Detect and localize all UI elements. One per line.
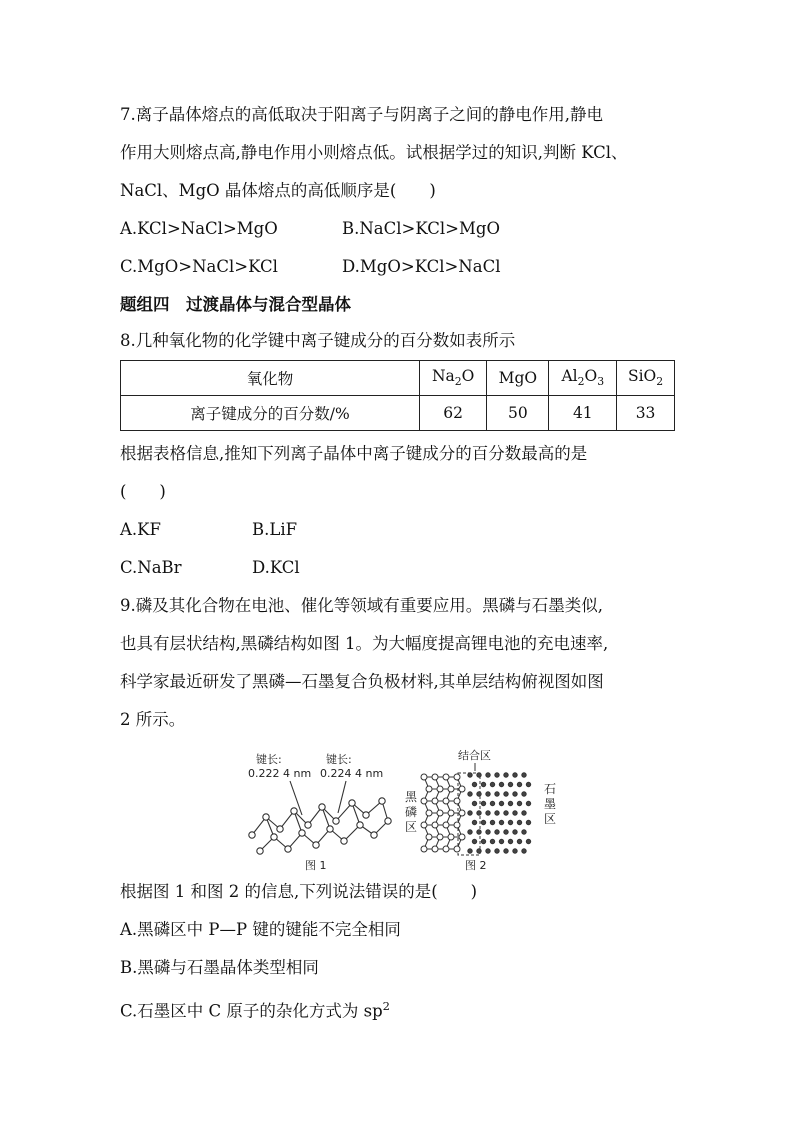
carbon-atom bbox=[508, 782, 512, 786]
phosphorus-atom bbox=[421, 846, 427, 852]
q8-options-row-1 bbox=[120, 511, 680, 549]
carbon-atom bbox=[481, 839, 485, 843]
carbon-atom bbox=[517, 820, 521, 824]
phosphorus-atom bbox=[426, 810, 432, 816]
fig1-bond-label-2: 键长: bbox=[326, 753, 352, 766]
q9-option-c[interactable] bbox=[120, 987, 680, 1031]
fig2-bp-label-2: 磷 bbox=[405, 805, 418, 819]
q8-stem: 8.几种氧化物的化学键中离子键成分的百分数如表所示 bbox=[120, 331, 516, 350]
q7-option-c[interactable]: C.MgO>NaCl>KCl bbox=[120, 257, 278, 276]
figure-1-structure bbox=[248, 752, 391, 872]
carbon-atom bbox=[522, 811, 526, 815]
carbon-atom bbox=[508, 801, 512, 805]
carbon-atom bbox=[472, 839, 476, 843]
q7-options-row-1 bbox=[120, 210, 680, 248]
q7-stem-line-2: 作用大则熔点高,静电作用小则熔点低。试根据学过的知识,判断 KCl、 bbox=[120, 143, 628, 162]
carbon-atom bbox=[526, 782, 530, 786]
carbon-atom bbox=[486, 830, 490, 834]
table-cell: 41 bbox=[549, 396, 617, 431]
fig1-bond-value-2: 0.224 4 nm bbox=[320, 767, 384, 780]
carbon-atom bbox=[472, 782, 476, 786]
q8-option-b[interactable]: B.LiF bbox=[252, 520, 298, 539]
fig2-graphite-label-2: 墨 bbox=[544, 797, 557, 811]
table-header-label: 氧化物 bbox=[121, 361, 420, 396]
fig2-graphite-label-3: 区 bbox=[544, 812, 557, 826]
fig1-bond-label-1: 键长: bbox=[256, 753, 282, 766]
table-cell: 33 bbox=[617, 396, 675, 431]
carbon-atom bbox=[499, 820, 503, 824]
question-9 bbox=[120, 587, 680, 1031]
phosphorus-atom bbox=[432, 822, 438, 828]
carbon-atom bbox=[477, 849, 481, 853]
carbon-atom bbox=[481, 820, 485, 824]
phosphorus-atom bbox=[426, 786, 432, 792]
q9-option-a[interactable]: A.黑磷区中 P—P 键的键能不完全相同 bbox=[120, 920, 401, 939]
q8-option-c[interactable]: C.NaBr bbox=[120, 558, 182, 577]
phosphorus-atom bbox=[437, 786, 443, 792]
question-8 bbox=[120, 324, 680, 587]
q8-answer-paren: ( ) bbox=[120, 482, 166, 501]
carbon-atom bbox=[499, 782, 503, 786]
phosphorus-atom bbox=[443, 798, 449, 804]
phosphorus-atom bbox=[459, 786, 465, 792]
carbon-atom bbox=[468, 811, 472, 815]
phosphorus-atom bbox=[443, 774, 449, 780]
q7-options-row-2 bbox=[120, 248, 680, 286]
carbon-atom bbox=[522, 849, 526, 853]
fig2-bp-label-3: 区 bbox=[405, 820, 418, 834]
phosphorus-atom bbox=[454, 822, 460, 828]
q7-option-d[interactable]: D.MgO>KCl>NaCl bbox=[342, 257, 501, 276]
carbon-atom bbox=[495, 773, 499, 777]
phosphorus-atom bbox=[421, 822, 427, 828]
fig2-junction-label: 结合区 bbox=[458, 749, 491, 762]
q9-figure bbox=[120, 745, 680, 873]
q7-stem-line-3: NaCl、MgO 晶体熔点的高低顺序是( ) bbox=[120, 181, 436, 200]
carbon-atom bbox=[486, 792, 490, 796]
phosphorus-atom bbox=[454, 846, 460, 852]
q8-options-row-2 bbox=[120, 549, 680, 587]
carbon-atom bbox=[477, 811, 481, 815]
carbon-atom bbox=[526, 801, 530, 805]
q7-option-b[interactable]: B.NaCl>KCl>MgO bbox=[342, 219, 500, 238]
q9-stem-line-3: 科学家最近研发了黑磷—石墨复合负极材料,其单层结构俯视图如图 bbox=[120, 672, 604, 691]
phosphorus-atom bbox=[459, 834, 465, 840]
carbon-atom bbox=[481, 801, 485, 805]
carbon-atom bbox=[513, 773, 517, 777]
carbon-atom bbox=[522, 792, 526, 796]
q9-option-c-superscript: 2 bbox=[382, 999, 391, 1013]
q9-stem-line-2: 也具有层状结构,黑磷结构如图 1。为大幅度提高锂电池的充电速率, bbox=[120, 634, 609, 653]
phosphorus-atom bbox=[448, 786, 454, 792]
carbon-atom bbox=[517, 801, 521, 805]
carbon-atom bbox=[513, 830, 517, 834]
carbon-atom bbox=[508, 839, 512, 843]
q9-stem-line-1: 9.磷及其化合物在电池、催化等领域有重要应用。黑磷与石墨类似, bbox=[120, 596, 603, 615]
q7-stem-line-1: 7.离子晶体熔点的高低取决于阳离子与阴离子之间的静电作用,静电 bbox=[120, 105, 603, 124]
q9-option-c-text: C.石墨区中 C 原子的杂化方式为 sp bbox=[120, 1001, 383, 1021]
fig2-graphite-label-1: 石 bbox=[544, 782, 557, 796]
table-compound-al2o3: $Al_2O_3$ bbox=[549, 361, 617, 396]
phosphorus-atom bbox=[421, 774, 427, 780]
carbon-atom bbox=[472, 801, 476, 805]
oxide-ionic-table bbox=[120, 360, 675, 431]
carbon-atom bbox=[495, 849, 499, 853]
carbon-atom bbox=[490, 801, 494, 805]
question-7 bbox=[120, 96, 680, 286]
worksheet-page bbox=[120, 96, 680, 1031]
carbon-atom bbox=[522, 830, 526, 834]
carbon-atom bbox=[526, 839, 530, 843]
carbon-atom bbox=[468, 849, 472, 853]
carbon-atom bbox=[472, 820, 476, 824]
q9-question: 根据图 1 和图 2 的信息,下列说法错误的是( ) bbox=[120, 882, 478, 901]
phosphorus-atom bbox=[421, 798, 427, 804]
q7-option-a[interactable]: A.KCl>NaCl>MgO bbox=[120, 219, 278, 238]
phosphorus-atom bbox=[454, 798, 460, 804]
q9-option-b[interactable]: B.黑磷与石墨晶体类型相同 bbox=[120, 958, 319, 977]
carbon-atom bbox=[508, 820, 512, 824]
phosphorus-atom bbox=[432, 798, 438, 804]
carbon-atom bbox=[468, 830, 472, 834]
carbon-atom bbox=[517, 782, 521, 786]
q8-option-d[interactable]: D.KCl bbox=[252, 558, 300, 577]
table-cell: 50 bbox=[487, 396, 549, 431]
carbon-atom bbox=[513, 811, 517, 815]
table-cell: 62 bbox=[420, 396, 487, 431]
fig2-caption: 图 2 bbox=[465, 859, 487, 872]
carbon-atom bbox=[499, 801, 503, 805]
carbon-atom bbox=[504, 830, 508, 834]
table-row-label: 离子键成分的百分数/% bbox=[121, 396, 420, 431]
q8-option-a[interactable]: A.KF bbox=[120, 520, 161, 539]
carbon-atom bbox=[504, 792, 508, 796]
phosphorus-atom bbox=[437, 834, 443, 840]
table-value-row bbox=[121, 396, 675, 431]
q8-stem-continued: 根据表格信息,推知下列离子晶体中离子键成分的百分数最高的是 bbox=[120, 444, 588, 463]
phosphorus-atom bbox=[443, 822, 449, 828]
group-4-title: 题组四 过渡晶体与混合型晶体 bbox=[120, 295, 351, 314]
q9-stem-line-4: 2 所示。 bbox=[120, 710, 186, 729]
carbon-atom bbox=[468, 773, 472, 777]
carbon-atom bbox=[499, 839, 503, 843]
carbon-atom bbox=[468, 792, 472, 796]
carbon-atom bbox=[486, 773, 490, 777]
carbon-atom bbox=[486, 811, 490, 815]
table-compound-na2o: $Na_2O$ bbox=[420, 361, 487, 396]
table-compound-sio2: SiO$_2$ bbox=[617, 361, 675, 396]
fig1-caption: 图 1 bbox=[305, 859, 327, 872]
phosphorus-atom bbox=[432, 774, 438, 780]
fig2-bp-label-1: 黑 bbox=[405, 790, 418, 804]
phosphorus-atom bbox=[426, 834, 432, 840]
carbon-atom bbox=[490, 839, 494, 843]
carbon-atom bbox=[477, 792, 481, 796]
phosphorus-atom bbox=[454, 774, 460, 780]
carbon-atom bbox=[495, 830, 499, 834]
phosphorus-atom bbox=[437, 810, 443, 816]
black-phosphorus-figure bbox=[120, 745, 680, 873]
carbon-atom bbox=[481, 782, 485, 786]
carbon-atom bbox=[495, 811, 499, 815]
carbon-atom bbox=[504, 811, 508, 815]
carbon-atom bbox=[495, 792, 499, 796]
carbon-atom bbox=[522, 773, 526, 777]
table-header-row bbox=[121, 361, 675, 396]
fig1-bond-value-1: 0.222 4 nm bbox=[248, 767, 312, 780]
carbon-atom bbox=[526, 820, 530, 824]
carbon-atom bbox=[477, 830, 481, 834]
carbon-atom bbox=[504, 773, 508, 777]
carbon-atom bbox=[490, 782, 494, 786]
carbon-atom bbox=[517, 839, 521, 843]
carbon-atom bbox=[513, 849, 517, 853]
carbon-atom bbox=[486, 849, 490, 853]
phosphorus-atom bbox=[459, 810, 465, 816]
phosphorus-atom bbox=[432, 846, 438, 852]
figure-2-structure bbox=[405, 748, 556, 872]
phosphorus-atom bbox=[448, 834, 454, 840]
phosphorus-atom bbox=[448, 810, 454, 816]
carbon-atom bbox=[504, 849, 508, 853]
phosphorus-atom bbox=[443, 846, 449, 852]
table-compound-mgo: MgO bbox=[487, 361, 549, 396]
carbon-atom bbox=[477, 773, 481, 777]
carbon-atom bbox=[513, 792, 517, 796]
carbon-atom bbox=[490, 820, 494, 824]
